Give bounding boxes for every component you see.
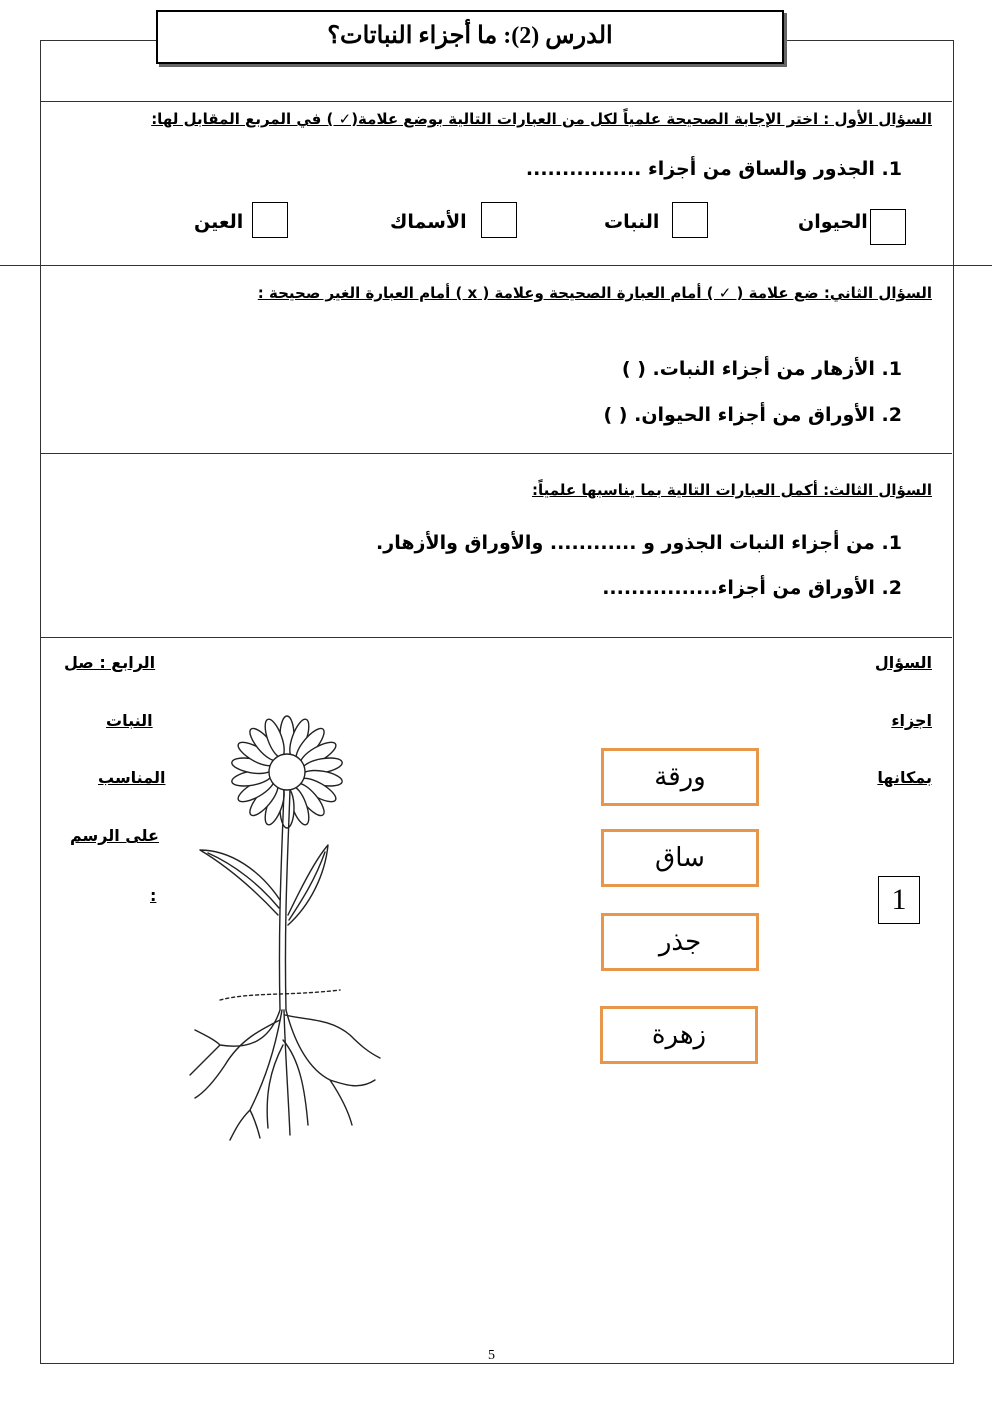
question-1-heading: السؤال الأول : اختر الإجابة الصحيحة علمياً لكل من العبارات التالية بوضع علامة(✓ ) في المربع المقابل لها: [151, 110, 932, 128]
flower-petals [231, 716, 344, 828]
checkbox-eye[interactable] [252, 202, 288, 238]
question-4-word: الرابع : صل [64, 653, 156, 672]
divider [40, 453, 952, 454]
checkbox-plant[interactable] [672, 202, 708, 238]
option-fish-label: الأسماك [390, 211, 467, 233]
word-box-root[interactable]: جذر [601, 913, 759, 971]
page-frame [40, 40, 954, 1364]
divider [40, 637, 952, 638]
checkbox-animal[interactable] [870, 209, 906, 245]
leaf-left [200, 850, 280, 915]
question-4-word: : [150, 886, 157, 905]
word-box-leaf[interactable]: ورقة [601, 748, 759, 806]
question-4-word: النبات [106, 711, 153, 730]
question-2-item-1: 1. الأزهار من أجزاء النبات. ( ) [621, 358, 902, 380]
question-3-item-1: 1. من أجزاء النبات الجذور و ............ والأوراق والأزهار. [376, 532, 902, 554]
option-eye-label: العين [194, 211, 244, 233]
plant-illustration [180, 700, 390, 1145]
word-box-flower[interactable]: زهرة [600, 1006, 758, 1064]
page-number: 5 [488, 1348, 495, 1363]
question-3-item-2: 2. الأوراق من أجزاء................ [602, 577, 902, 599]
question-4-word: على الرسم [70, 826, 159, 845]
roots [190, 1010, 380, 1140]
number-box: 1 [878, 876, 920, 924]
question-2-item-2: 2. الأوراق من أجزاء الحيوان. ( ) [603, 404, 902, 426]
question-4-word: اجزاء [891, 711, 932, 730]
question-4-word: بمكانها [877, 768, 932, 787]
option-plant-label: النبات [604, 211, 660, 233]
checkbox-fish[interactable] [481, 202, 517, 238]
divider [40, 101, 952, 102]
lesson-title: الدرس (2): ما أجزاء النباتات؟ [156, 10, 784, 64]
leaf-right [288, 845, 328, 925]
word-box-stem[interactable]: ساق [601, 829, 759, 887]
question-3-heading: السؤال الثالث: أكمل العبارات التالية بما يناسبها علمياً: [531, 481, 932, 499]
question-1-item: 1. الجذور والساق من أجزاء ................ [525, 158, 902, 180]
question-4-word: السؤال [874, 653, 932, 672]
question-2-heading: السؤال الثاني: ضع علامة ( ✓ ) أمام العبارة الصحيحة وعلامة ( x ) أمام العبارة الغير صحيحة : [257, 284, 932, 302]
divider [0, 265, 992, 266]
option-animal-label: الحيوان [798, 211, 868, 233]
question-4-word: المناسب [98, 768, 166, 787]
